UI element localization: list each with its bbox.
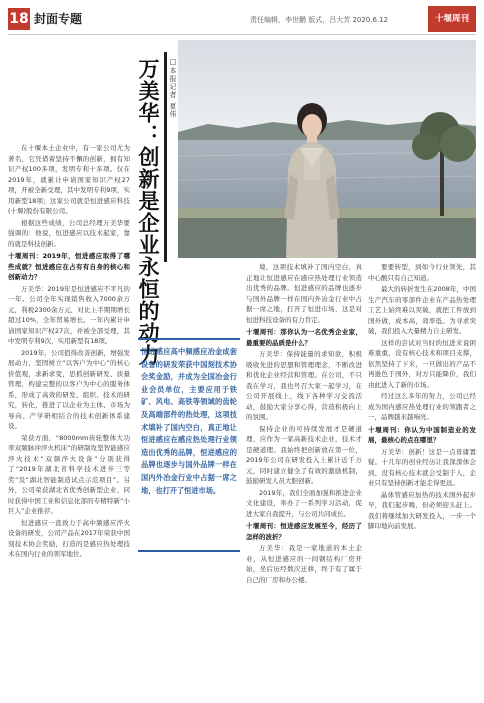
paragraph: 这样的尝试对当时的恒进来说困难重重，没有核心技术和项目支撑，依然坚持了下来，一旦做出的产品不再逊色于国外，对方只能降价，我们由此进入了新的市场。 (368, 338, 476, 389)
column-2 (246, 262, 362, 702)
paragraph: 2019年，我们全面加强和推进企业文化建设，举办了一系列学习活动，促进大家自我提升，与公司共同成长。 (246, 488, 362, 518)
paragraph: 2019年，公司值得改善创新，增强发展动力，坚固树立“以客户为中心”的核心价值观，求新求变，思抓创新研发、质量管理，构建完整的以客户为中心的服务体系，形成了高效的研发、组织、技术的研究，转化，推进了以企业为主体、市场为导向、产学研相结合的技术创新体系建设。 (8, 348, 130, 430)
credits-line: 责任编辑，李世鹏 版式，吕大芳 2020.6.12 (250, 16, 389, 24)
byline: □本报记者 夏伟 (169, 58, 177, 119)
interview-question: 十堰周刊：2019年，恒进感应取得了哪些成就？恒进感应在占有有自身的核心和创新动力？ (8, 252, 130, 281)
newspaper-brand: 十堰周刊 (428, 6, 476, 32)
pull-quote (138, 338, 240, 552)
page-header (8, 6, 476, 34)
section-name: 封面专题 (34, 12, 83, 26)
pull-quote-text: 恒进感应高中频感应冶金成套设备的研发荣获中国刻技术协会奖金励，并成为全国冶金行业会员单位，主要应用于铁矿、风电、高铁等领域的齿轮及高端部件的热处理，这项技术填补了国内空白，真正地让恒进感应在感应热处理行业领造出优秀的品牌，恒进感应的品牌也逐步与国外品牌一样在国内外冶金行业中占据一席之地，也打开了恒进市场。 (141, 347, 237, 495)
portrait-photo (178, 40, 476, 258)
paragraph: 在十堰本土企业中，有一家公司尤为著名，它凭借着坚持不懈的创新，拥有知识产权100多项，发明专利十多项。仅在2019年，就累计申请国家知识产权27项，开被全新受理，其中发明专利9项，实用新型18项；这家公司就是恒进感应科技(十堰)股份有限公司。 (8, 144, 130, 215)
paragraph: 荣获方面，“8000mm齿轮整体大功率双频脉冲淬火机床”的研制攻坚智能感应淬火技术“双频淬火设备”分别获得了“2019年湖北省科学技术进步三等奖”及“湖北智能制造试点示范项目”。另外，公司荣获湖北省优秀创新型企业、同时获得中国工业和信息化部的专精特新“小巨人”企业推荐。 (8, 433, 130, 515)
paragraph: 最大的转折发生在2008年，中国生产汽车的零部件企业在产品热处理工艺上始终难以突破，就把工件放到国外做，成本高，效率低。为寻求突破，我们投入大量精力自主研发。 (368, 285, 476, 335)
paragraph: 晶体管感应加热的技术国外起步早，我们起步晚，但必须迎头赶上。我们将继续加大研发投入，一步一个脚印地向前发展。 (368, 490, 476, 530)
paragraph: 万美华：2019年是恒进感应不平凡的一年。公司全年实现销售收入7000余万元，利税2300余万元，对比上半期期增长超过10%，全年贸易增长。一年内累计申请国家知识产权27次，并被全部受理，其中发明专利9次，实用新型有18项。 (8, 284, 130, 345)
photo-illustration (178, 40, 476, 258)
article-title: 万美华：创新是企业永恒的动力 (136, 58, 161, 366)
interview-question: 十堰周刊：恒进感应发展至今，经历了怎样的波折？ (246, 522, 362, 541)
interview-question: 十堰周刊：你认为中国制造业的发展，最核心的点在哪里？ (368, 425, 476, 444)
interview-question: 十堰周刊：那你认为一名优秀企业家，最重要的品质是什么？ (246, 328, 362, 347)
page-number: 18 (8, 8, 30, 30)
paragraph: 经过这么多年的努力，公司已经成为国内感应热处理行业的领跑者之一，品牌越来越响亮。 (368, 392, 476, 421)
header-rule (8, 34, 476, 35)
column-1 (8, 143, 130, 701)
title-rule (164, 52, 167, 262)
paragraph: 境，这项技术填补了国内空白，真正地让恒进感应在感应热处理行业领造出优秀的品牌。恒进感应的品牌也逐步与国外品牌一样在国内外冶金行业中占据一席之地，打开了恒进市场，这是对恒进科技设备的有力肯定。 (246, 263, 362, 324)
paragraph: 恒进感应一直致力于高中频感应淬火设备的研发，公司产品在2017年荣获中国刻技术协会奖励，打造的是感应热处理技术在国内行业的领军地位。 (8, 518, 130, 558)
paragraph: 根据这些成绩，公司总经理万美华要强调的：他说，恒进感应以技术起家，靠的就是科技创新。 (8, 218, 130, 248)
column-3 (368, 262, 476, 702)
paragraph: 万美华：保持能量的求知欲，积极吸收先进的思想和管理理念，不断改进和优化企业经营和管理。在公司，不只我在学习，我也号召大家一起学习，在公司开展线上，线下各种学习交流活动，鼓励大家分享心得，营造积极向上的氛围。 (246, 350, 362, 421)
paragraph: 万美华：我是一家地道的本土企业，从恒进感应的一间钢结构厂房开始，坐后历经数次迁移，终于有了属于自己的厂房和办公楼。 (246, 544, 362, 584)
paragraph: 保持企业的可持续发展才是硬道理，应作为一家高新技术企业，技术才是硬道理。我始终把创新放在第一位，2019年公司在研发投入上累计近千万元，同时建立健全了有效的激励机制，鼓励研发人员大胆创新。 (246, 424, 362, 485)
paragraph: 要要转型，到如今行业领先，其中心酸只有自己知道。 (368, 263, 476, 282)
paragraph: 万美华：创新！这是一点毋庸置疑。十几年的创业经历让我深深体会到，没有核心技术就会受制于人，企业只有坚持创新才能走得更远。 (368, 447, 476, 487)
